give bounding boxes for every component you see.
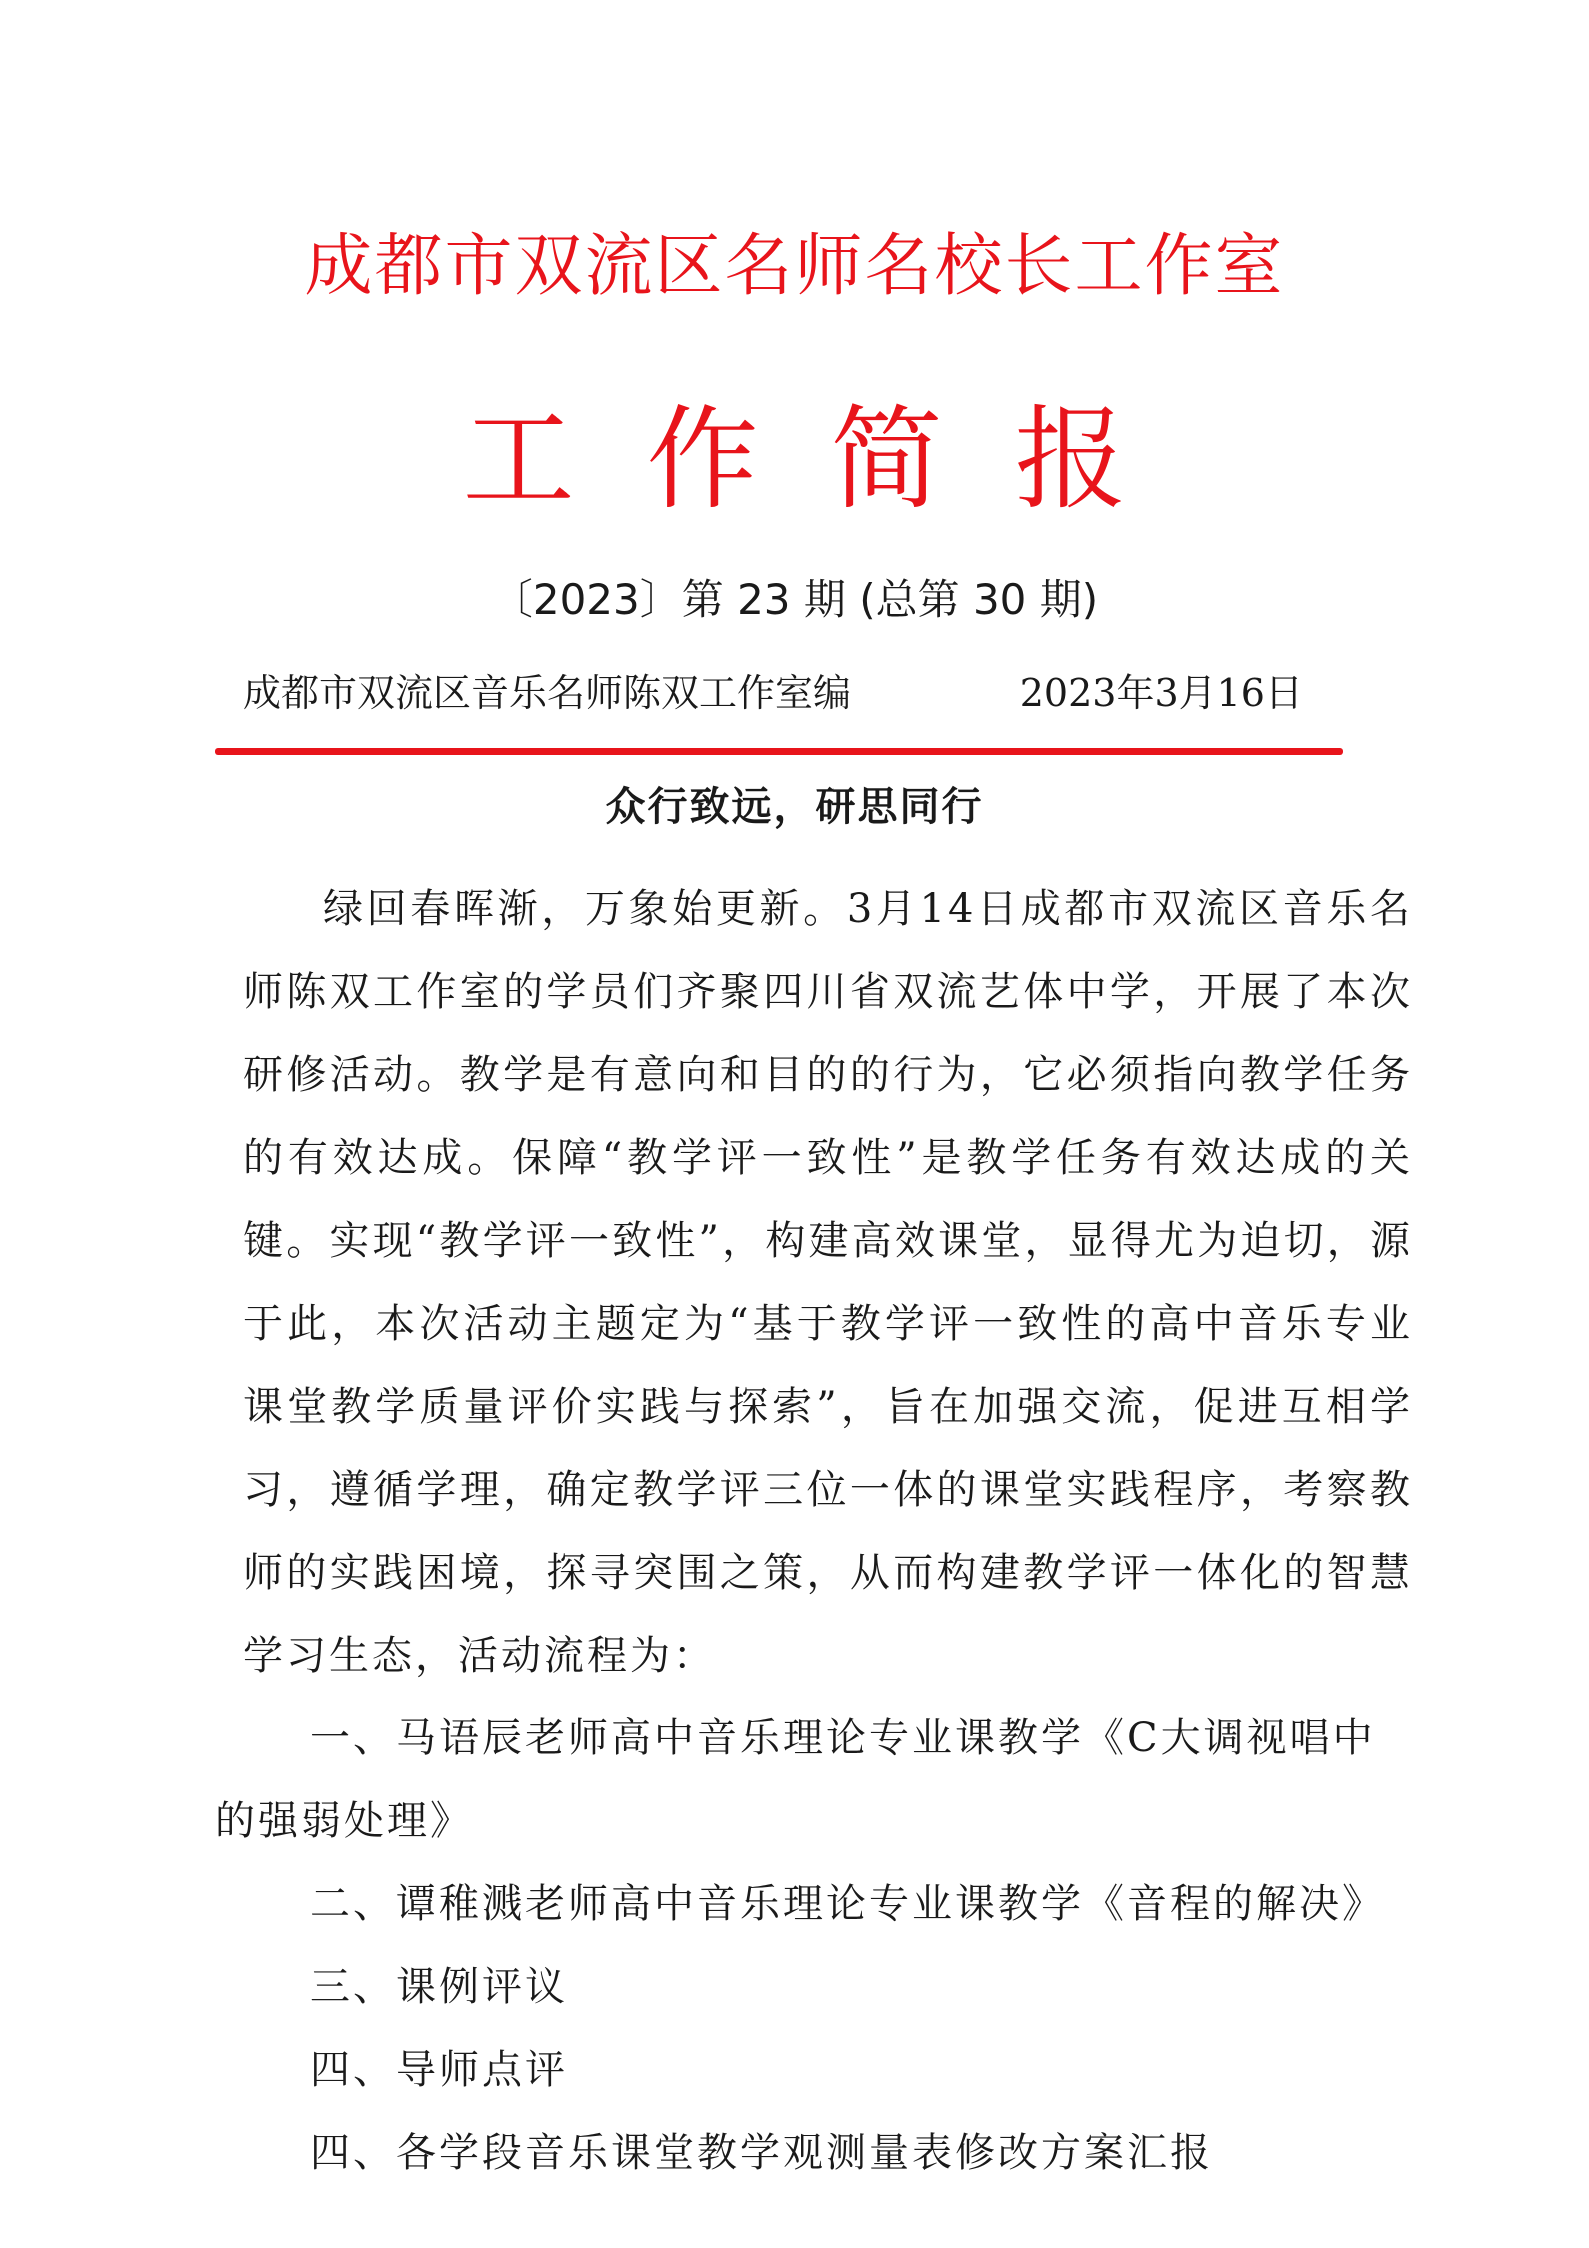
- agenda-item: 四、导师点评: [310, 2047, 568, 2093]
- agenda-item: 四、各学段音乐课堂教学观测量表修改方案汇报: [310, 2130, 1213, 2176]
- article-title: 众行致远，研思同行: [605, 783, 984, 830]
- agenda-item: 二、谭稚溅老师高中音乐理论专业课教学《音程的解决》: [310, 1881, 1385, 1927]
- editor-name: 成都市双流区音乐名师陈双工作室编: [243, 671, 852, 715]
- agenda-list: [215, 1697, 1415, 2195]
- editor-line: [243, 665, 1343, 721]
- issue-number: 〔2023〕第 23 期 (总第 30 期): [490, 575, 1099, 624]
- agenda-item: 一、马语辰老师高中音乐理论专业课教学《C大调视唱中的强弱处理》: [215, 1715, 1376, 1844]
- bulletin-title: 工作简报: [462, 395, 1199, 525]
- header-divider: [215, 748, 1343, 755]
- article-body: [243, 868, 1413, 1698]
- organization-title: 成都市双流区名师名校长工作室: [304, 227, 1285, 306]
- article-paragraph: 绿回春晖渐，万象始更新。3月14日成都市双流区音乐名师陈双工作室的学员们齐聚四川省双流艺体中学，开展了本次研修活动。教学是有意向和目的的行为，它必须指向教学任务的有效达成。保障“教学评一致性”是教学任务有效达成的关键。实现“教学评一致性”，构建高效课堂，显得尤为迫切，源于此，本次活动主题定为“基于教学评一致性的高中音乐专业课堂教学质量评价实践与探索”，旨在加强交流，促进互相学习，遵循学理，确定教学评三位一体的课堂实践程序，考察教师的实践困境，探寻突围之策，从而构建教学评一体化的智慧学习生态，活动流程为：: [243, 886, 1413, 1679]
- agenda-item: 三、课例评议: [310, 1964, 568, 2010]
- publish-date: 2023年3月16日: [1019, 671, 1303, 715]
